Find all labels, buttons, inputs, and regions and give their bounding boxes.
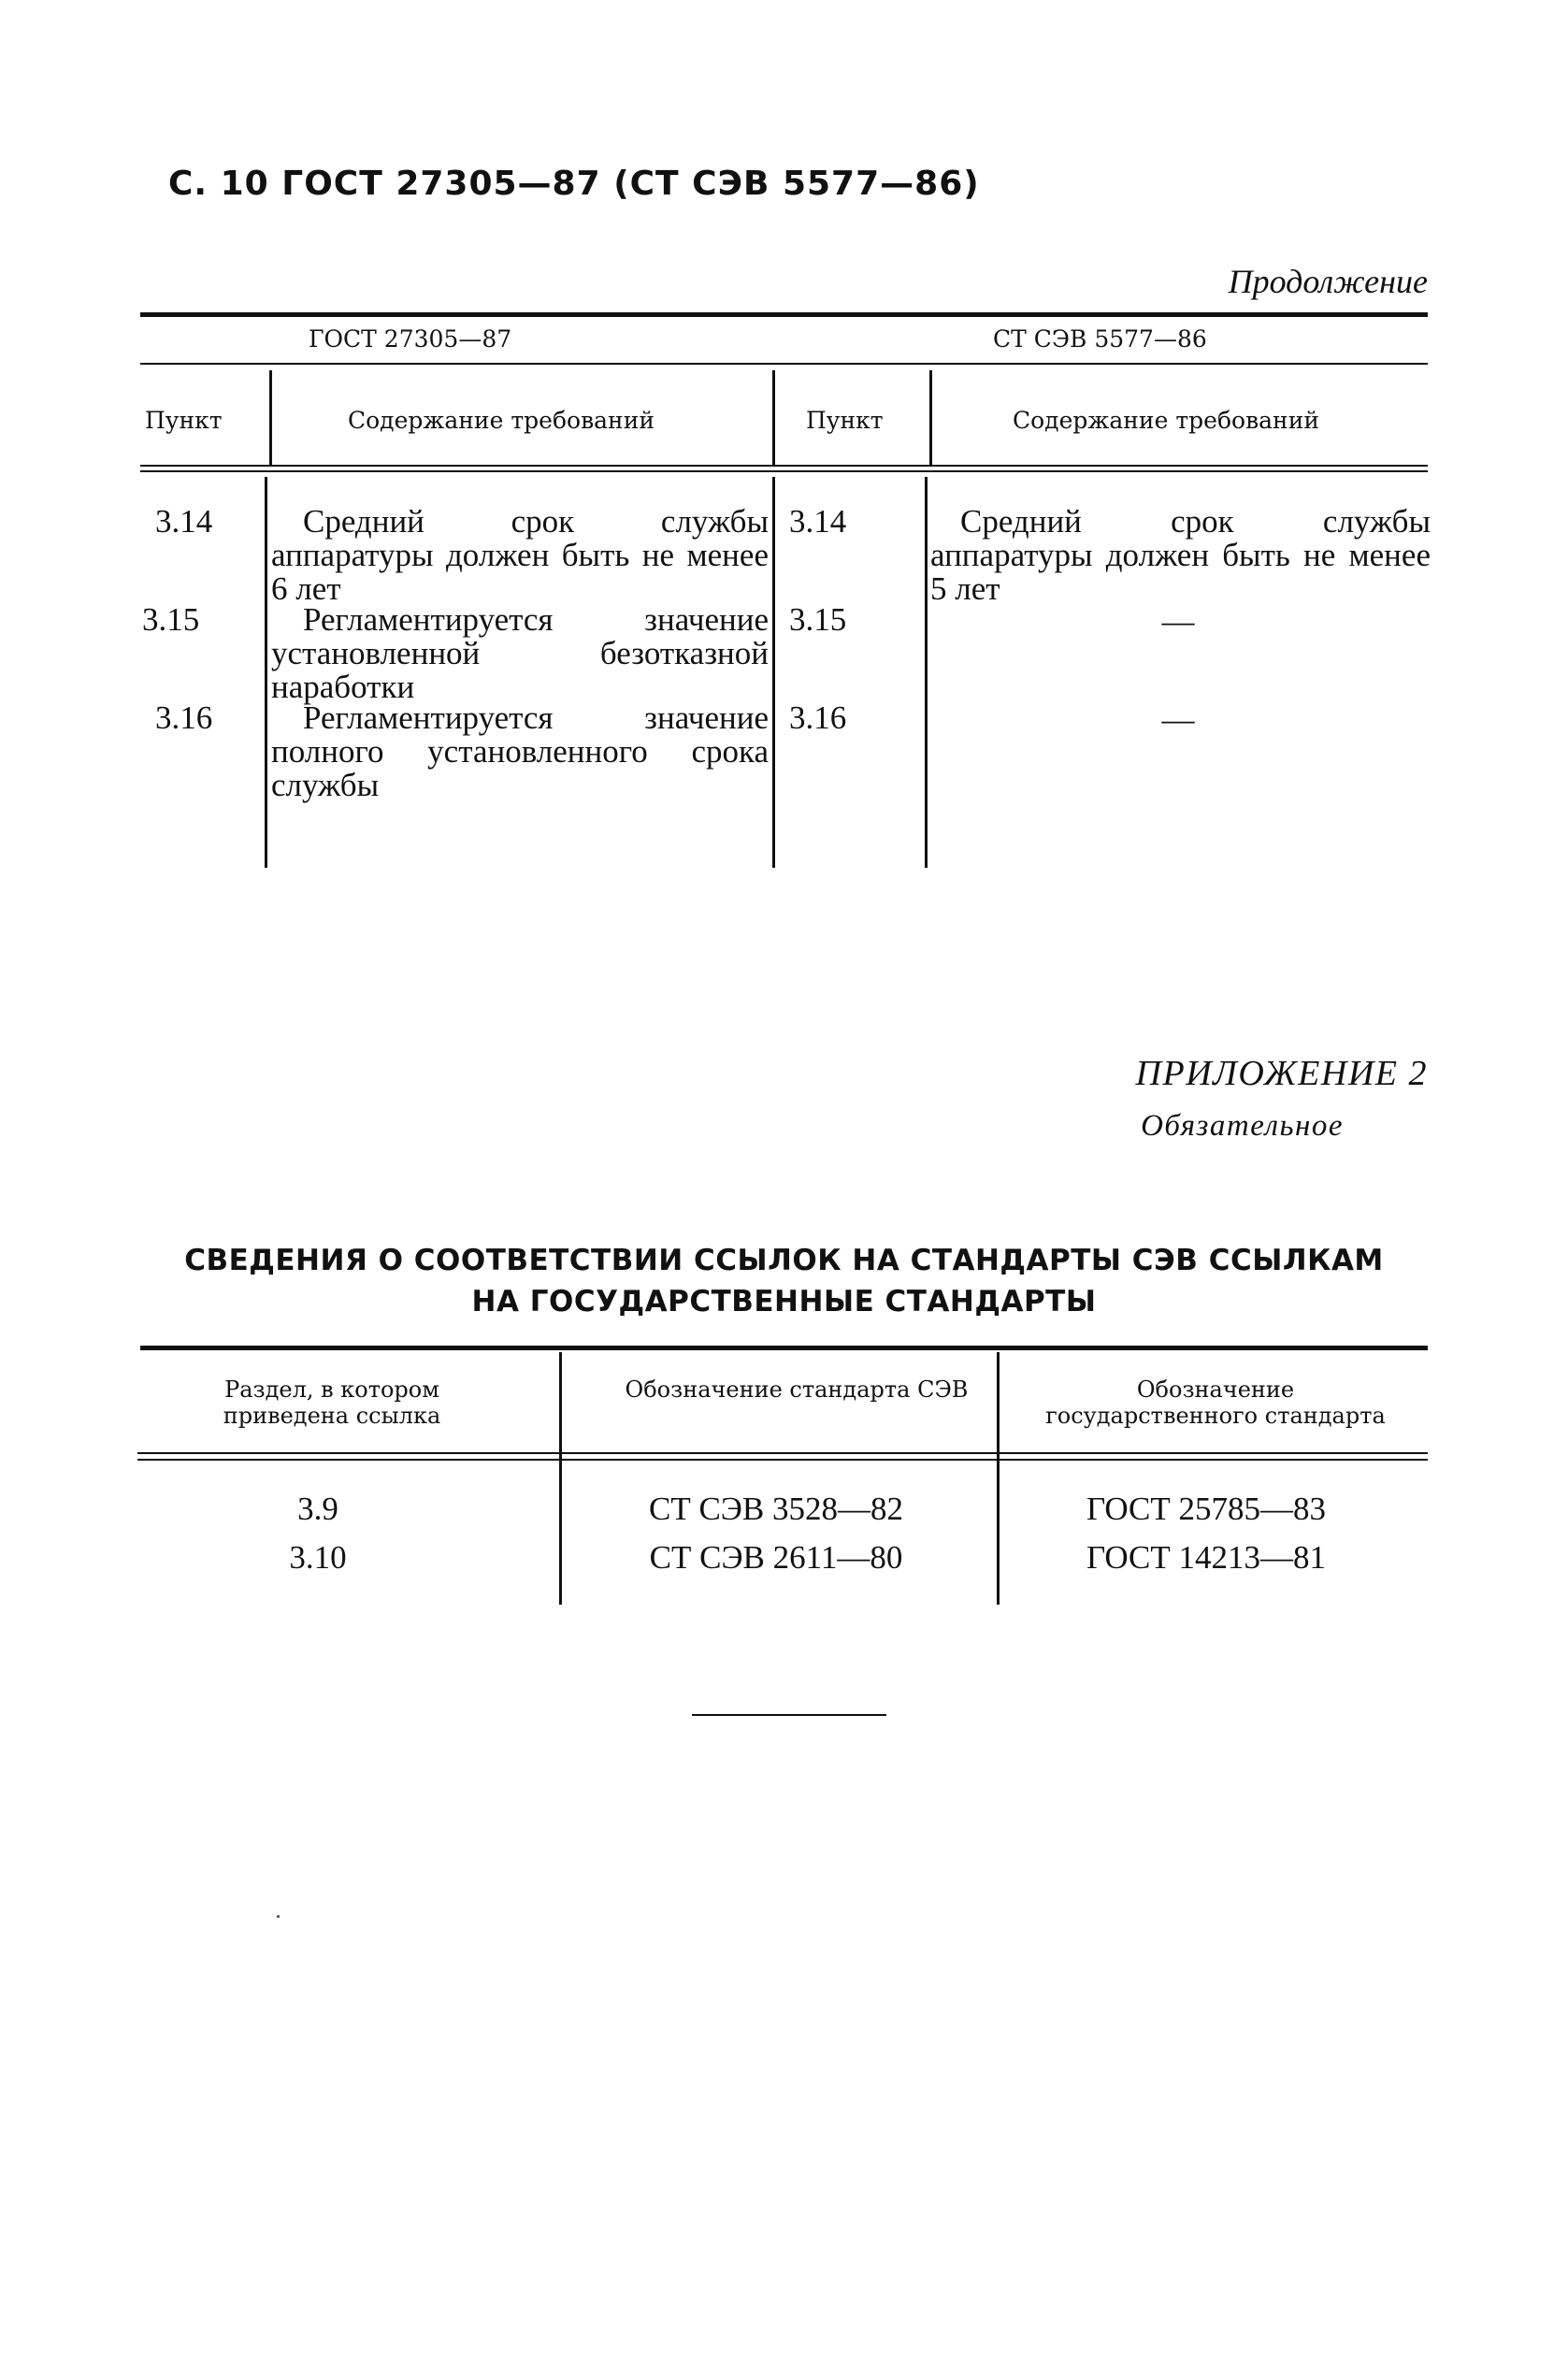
table1-vline-2-head	[772, 370, 775, 466]
table1-row1-sev-text: Средний срок службы аппаратуры должен быть не менее 5 лет	[930, 503, 1431, 607]
appendix-subtitle: Обязательное	[1141, 1109, 1344, 1143]
table2-row1-gost: ГОСТ 25785—83	[1086, 1491, 1327, 1527]
table1-row3-gost-item: 3.16	[155, 699, 213, 736]
table2-row1-sev: СТ СЭВ 3528—82	[648, 1491, 904, 1527]
table1-group-right: СТ СЭВ 5577—86	[993, 325, 1207, 353]
table2-col-sev: Обозначение стандарта СЭВ	[625, 1376, 969, 1403]
table1-vline-3-body	[925, 477, 928, 868]
table1-row1-gost-item: 3.14	[155, 503, 213, 540]
table1-top-rule	[140, 312, 1428, 317]
table2-row2-gost: ГОСТ 14213—81	[1086, 1539, 1327, 1576]
continuation-label: Продолжение	[1228, 263, 1428, 300]
table1-col-item-left: Пункт	[145, 407, 223, 434]
table1-row3-gost-text: Регламентируется значение полного установленного срока службы	[271, 699, 769, 803]
appendix-heading	[140, 1240, 1428, 1322]
scan-speck	[277, 1915, 280, 1918]
table1-head-rule-b	[140, 470, 1428, 472]
table1-vline-2-body	[772, 477, 775, 868]
table1-vline-3-head	[929, 370, 932, 466]
end-divider	[692, 1714, 886, 1716]
table1-vline-1-head	[269, 370, 272, 466]
table1-col-item-right: Пункт	[806, 407, 884, 434]
table2-row1-section: 3.9	[297, 1491, 338, 1527]
table1-group-left: ГОСТ 27305—87	[309, 325, 512, 353]
table1-row2-sev-item: 3.15	[789, 601, 847, 638]
page-header: С. 10 ГОСТ 27305—87 (СТ СЭВ 5577—86)	[168, 165, 980, 203]
table2-top-rule	[140, 1346, 1428, 1350]
table1-group-rule	[140, 363, 1428, 365]
table1-col-content-right: Содержание требований	[1013, 407, 1320, 434]
table1-row2-sev-text: —	[1161, 603, 1195, 640]
table1-vline-1-body	[265, 477, 267, 868]
table1-row1-gost-text: Средний срок службы аппаратуры должен быть не менее 6 лет	[271, 503, 769, 607]
table2-col-gost: Обозначение государственного стандарта	[1045, 1376, 1386, 1429]
table1-col-content-left: Содержание требований	[348, 407, 655, 434]
table2-head-rule-b	[137, 1459, 1428, 1461]
appendix-heading-line1: СВЕДЕНИЯ О СООТВЕТСТВИИ ССЫЛОК НА СТАНДАРТЫ СЭВ ССЫЛКАМ	[184, 1244, 1384, 1277]
table1-row3-sev-item: 3.16	[789, 699, 847, 736]
appendix-title: ПРИЛОЖЕНИЕ 2	[1135, 1054, 1428, 1093]
appendix-heading-line2: НА ГОСУДАРСТВЕННЫЕ СТАНДАРТЫ	[471, 1285, 1097, 1318]
table1-row3-sev-text: —	[1161, 701, 1195, 738]
table2-row2-sev: СТ СЭВ 2611—80	[649, 1539, 903, 1576]
table2-head-rule-a	[137, 1452, 1428, 1454]
table1-row2-gost-text: Регламентируется значение установленной безотказной наработки	[271, 601, 769, 705]
table1-row2-gost-item: 3.15	[142, 601, 200, 638]
table1-row1-sev-item: 3.14	[789, 503, 847, 540]
table1-head-rule-a	[140, 465, 1428, 467]
table2-vline-1	[559, 1352, 562, 1605]
table2-row2-section: 3.10	[289, 1539, 347, 1576]
table2-vline-2	[997, 1352, 1000, 1605]
table2-col-section: Раздел, в котором приведена ссылка	[223, 1376, 441, 1429]
